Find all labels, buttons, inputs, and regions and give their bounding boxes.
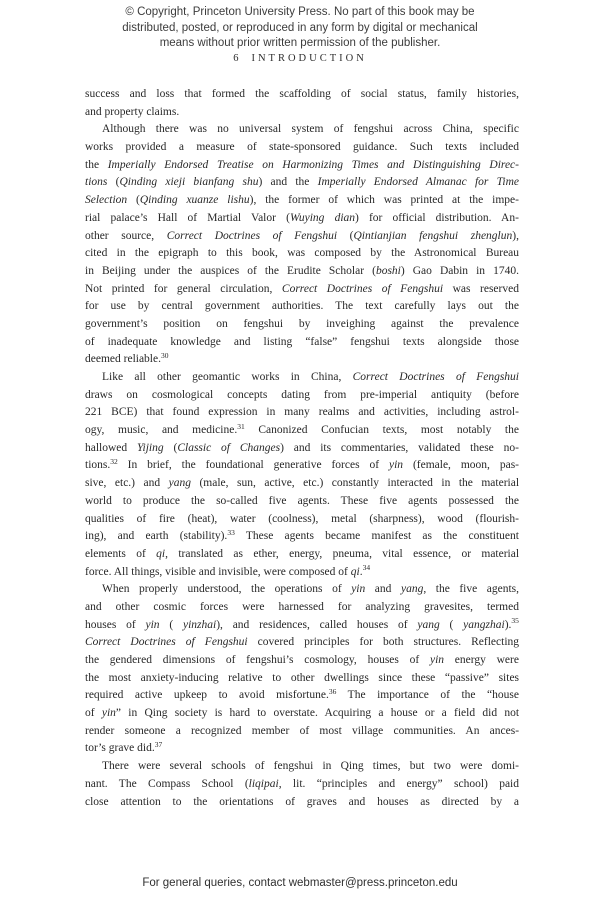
text-segment: and property claims. bbox=[85, 105, 180, 118]
body-line bbox=[85, 316, 519, 334]
text-segment: nant. The Compass School ( bbox=[85, 777, 249, 790]
footnote-reference: 34 bbox=[362, 563, 371, 573]
body-line bbox=[85, 634, 519, 652]
text-segment: These agents became manifest as the constituent bbox=[234, 530, 519, 543]
text-segment: ), and residences, called houses of bbox=[216, 618, 418, 631]
body-line bbox=[85, 121, 519, 139]
body-line bbox=[85, 351, 519, 369]
italic-text: qi bbox=[350, 565, 360, 578]
footnote-reference: 36 bbox=[328, 686, 337, 696]
body-line bbox=[85, 404, 519, 422]
body-line bbox=[85, 457, 519, 475]
body-line bbox=[85, 546, 519, 564]
italic-text: yin bbox=[388, 459, 404, 472]
text-segment: The importance of the “house bbox=[336, 689, 519, 702]
italic-text: yin bbox=[429, 654, 445, 666]
text-segment: force. All things, visible and invisible, were composed of bbox=[85, 565, 351, 578]
text-segment: of inadequate knowledge and listing “false” fengshui texts alongside those bbox=[85, 335, 520, 348]
text-segment: ogy, music, and medicine. bbox=[85, 424, 238, 437]
text-segment: hallowed bbox=[85, 441, 137, 454]
text-segment: ) for official distribution. An- bbox=[355, 211, 519, 224]
text-segment: sive, etc.) and bbox=[85, 477, 169, 490]
body-line bbox=[85, 776, 519, 794]
text-segment: close attention to the orientations of graves and houses as directed by a bbox=[85, 795, 520, 808]
text-segment: and bbox=[365, 583, 401, 596]
text-segment: the bbox=[85, 158, 108, 171]
running-head-title: INTRODUCTION bbox=[251, 53, 367, 64]
body-line bbox=[85, 263, 519, 281]
italic-text: Imperially Endorsed Almanac for Time bbox=[317, 176, 519, 189]
body-line bbox=[85, 493, 519, 511]
text-segment: required active upkeep to avoid misfortune. bbox=[85, 689, 329, 702]
text-segment: tions. bbox=[85, 459, 111, 472]
body-line bbox=[85, 528, 519, 546]
body-line bbox=[85, 86, 519, 104]
italic-text: Correct Doctrines of Fengshui bbox=[281, 282, 444, 295]
text-segment: ( bbox=[337, 229, 354, 242]
body-line bbox=[85, 440, 519, 458]
text-segment: 221 BCE) that found expression in many realms and activities, including astrol- bbox=[85, 406, 519, 419]
text-segment: other source, bbox=[85, 229, 167, 242]
italic-text: Yijing bbox=[137, 441, 164, 454]
italic-text: Correct Doctrines of Fengshui bbox=[352, 371, 520, 383]
footnote-reference: 30 bbox=[161, 350, 169, 360]
text-segment: covered principles for both structures. Reflecting bbox=[247, 636, 520, 649]
body-line bbox=[85, 334, 519, 352]
italic-text: yin bbox=[351, 583, 366, 596]
text-segment: works provided a measure of state-sponsored guidance. Such texts included bbox=[85, 141, 519, 154]
text-segment: ing), and earth (stability). bbox=[85, 530, 228, 543]
text-segment: Canonized Confucian texts, most notably the bbox=[244, 424, 519, 437]
page-number: 6 bbox=[233, 53, 242, 64]
body-line bbox=[85, 174, 519, 192]
body-text bbox=[85, 86, 519, 811]
body-line bbox=[85, 281, 519, 299]
text-segment: ). bbox=[504, 618, 512, 631]
copyright-line: means without prior written permission of the publisher. bbox=[159, 37, 441, 49]
body-line bbox=[85, 422, 519, 440]
body-line bbox=[85, 687, 519, 705]
paragraph bbox=[85, 581, 519, 758]
text-segment: rial palace’s Hall of Martial Valor ( bbox=[85, 211, 290, 224]
body-line bbox=[85, 511, 519, 529]
body-line bbox=[85, 740, 519, 758]
text-segment: ( bbox=[127, 194, 140, 207]
body-line bbox=[85, 387, 519, 405]
italic-text: yang bbox=[168, 477, 191, 490]
italic-text: qi bbox=[156, 547, 166, 560]
copyright-line: © Copyright, Princeton University Press. No part of this book may be bbox=[125, 6, 475, 18]
footnote-reference: 31 bbox=[237, 421, 245, 431]
text-segment: ( bbox=[439, 618, 464, 631]
italic-text: Correct Doctrines of Fengshui bbox=[85, 636, 248, 649]
text-segment: ( bbox=[107, 176, 120, 189]
body-line bbox=[85, 245, 519, 263]
text-segment: Although there was no universal system of fengshui across China, specific bbox=[102, 123, 519, 136]
paragraph bbox=[85, 369, 519, 581]
text-segment: draws on cosmological concepts dating from pre-imperial antiquity (before bbox=[85, 388, 520, 401]
footer-contact-text: For general queries, contact webmaster@press.princeton.edu bbox=[142, 877, 458, 889]
body-line bbox=[85, 104, 519, 122]
text-segment: , the five agents, bbox=[423, 583, 520, 596]
text-segment: , translated as ether, energy, pneuma, vital essence, or material bbox=[165, 547, 520, 560]
body-line bbox=[85, 192, 519, 210]
italic-text: Qinding xieji bianfang shu bbox=[119, 176, 259, 189]
text-segment: elements of bbox=[85, 547, 157, 560]
italic-text: Wuying dian bbox=[289, 211, 356, 224]
text-segment: . bbox=[359, 565, 363, 578]
body-line bbox=[85, 723, 519, 741]
text-segment: Like all other geomantic works in China, bbox=[102, 371, 353, 383]
body-line bbox=[85, 228, 519, 246]
italic-text: yangzhai bbox=[463, 618, 505, 631]
body-line bbox=[85, 599, 519, 617]
italic-text: yin bbox=[101, 707, 116, 720]
text-segment: ) Gao Dabin in 1740. bbox=[400, 264, 519, 277]
italic-text: yin bbox=[145, 618, 160, 631]
text-segment: ( bbox=[163, 441, 178, 454]
italic-text: yinzhai bbox=[182, 618, 217, 631]
text-segment: success and loss that formed the scaffolding of social status, family histories, bbox=[85, 88, 519, 100]
text-segment: ( bbox=[159, 618, 183, 631]
body-line bbox=[85, 298, 519, 316]
italic-text: Qinding xuanze lishu bbox=[139, 194, 250, 207]
text-segment: ), bbox=[512, 229, 519, 242]
text-segment: cited in the epigraph to this book, was composed by the Astronomical Bureau bbox=[85, 247, 520, 260]
text-segment: world to produce the so-called five agents. These five agents possessed the bbox=[85, 494, 520, 507]
text-segment: render someone a recognized member of most village communities. An ances- bbox=[85, 724, 520, 737]
italic-text: Correct Doctrines of Fengshui bbox=[166, 229, 338, 242]
paragraph bbox=[85, 758, 519, 811]
text-segment: ” in Qing society is hard to overstate. Acquiring a house or a field did not bbox=[115, 707, 520, 720]
body-line bbox=[85, 210, 519, 228]
footnote-reference: 35 bbox=[511, 616, 519, 626]
body-line bbox=[85, 670, 519, 688]
body-line bbox=[85, 139, 519, 157]
body-line bbox=[85, 758, 519, 776]
body-line bbox=[85, 581, 519, 599]
text-segment: When properly understood, the operations of bbox=[102, 583, 352, 596]
body-line bbox=[85, 157, 519, 175]
copyright-line: distributed, posted, or reproduced in any form by digital or mechanical bbox=[122, 21, 478, 34]
body-line bbox=[85, 564, 519, 582]
text-segment: (female, moon, pas- bbox=[403, 459, 519, 472]
text-segment: , lit. “principles and energy” school) paid bbox=[278, 777, 520, 790]
italic-text: yang bbox=[417, 618, 440, 631]
text-segment: energy were bbox=[444, 654, 519, 666]
text-segment: Not printed for general circulation, bbox=[85, 282, 282, 295]
text-segment: and other cosmic forces were harnessed for analyzing gravesites, termed bbox=[85, 600, 519, 613]
text-segment: There were several schools of fengshui in Qing times, but two were domi- bbox=[102, 760, 519, 773]
italic-text: Selection bbox=[85, 194, 128, 207]
text-segment: for use by central government authorities. The text carefully lays out the bbox=[85, 300, 519, 313]
footnote-reference: 32 bbox=[110, 456, 118, 466]
text-segment: was reserved bbox=[443, 282, 519, 295]
body-line bbox=[85, 652, 519, 670]
text-segment: the gendered dimensions of fengshui’s cosmology, houses of bbox=[85, 654, 430, 666]
text-segment: deemed reliable. bbox=[85, 353, 161, 366]
italic-text: liqipai bbox=[248, 777, 279, 790]
italic-text: Imperially Endorsed Treatise on Harmonizing Times and Distinguishing Direc- bbox=[107, 158, 519, 171]
text-segment: houses of bbox=[85, 618, 146, 631]
italic-text: tions bbox=[85, 176, 108, 189]
footnote-reference: 37 bbox=[154, 739, 163, 749]
body-line bbox=[85, 794, 519, 812]
text-segment: ) and its commentaries, validated these no- bbox=[280, 441, 519, 454]
italic-text: yang bbox=[400, 583, 424, 596]
text-segment: ) and the bbox=[258, 176, 318, 189]
text-segment: ), the former of which was printed at the impe- bbox=[249, 194, 519, 207]
text-segment: (male, sun, active, etc.) constantly interacted in the material bbox=[190, 477, 520, 490]
text-segment: in Beijing under the auspices of the Erudite Scholar ( bbox=[85, 264, 376, 277]
text-segment: the most anxiety-inducing relative to other dwellings since these “passive” sites bbox=[85, 671, 520, 684]
italic-text: Qintianjian fengshui zhenglun bbox=[353, 229, 513, 242]
page-footer bbox=[0, 877, 600, 889]
body-line bbox=[85, 705, 519, 723]
paragraph bbox=[85, 86, 519, 121]
body-line bbox=[85, 617, 519, 635]
page-header bbox=[0, 53, 600, 64]
body-line bbox=[85, 369, 519, 387]
paragraph bbox=[85, 121, 519, 369]
text-segment: government’s position on fengshui by inveighing against the prevalence bbox=[85, 317, 519, 330]
text-segment: qualities of fire (heat), water (coolness), metal (sharpness), wood (flourish- bbox=[85, 512, 519, 525]
text-segment: tor’s grave did. bbox=[85, 742, 155, 755]
italic-text: boshi bbox=[375, 264, 401, 277]
text-segment: In brief, the foundational generative forces of bbox=[117, 459, 389, 472]
body-line bbox=[85, 475, 519, 493]
footnote-reference: 33 bbox=[227, 527, 235, 537]
italic-text: Classic of Changes bbox=[177, 441, 281, 454]
text-segment: of bbox=[85, 707, 102, 720]
copyright-notice bbox=[0, 5, 600, 52]
